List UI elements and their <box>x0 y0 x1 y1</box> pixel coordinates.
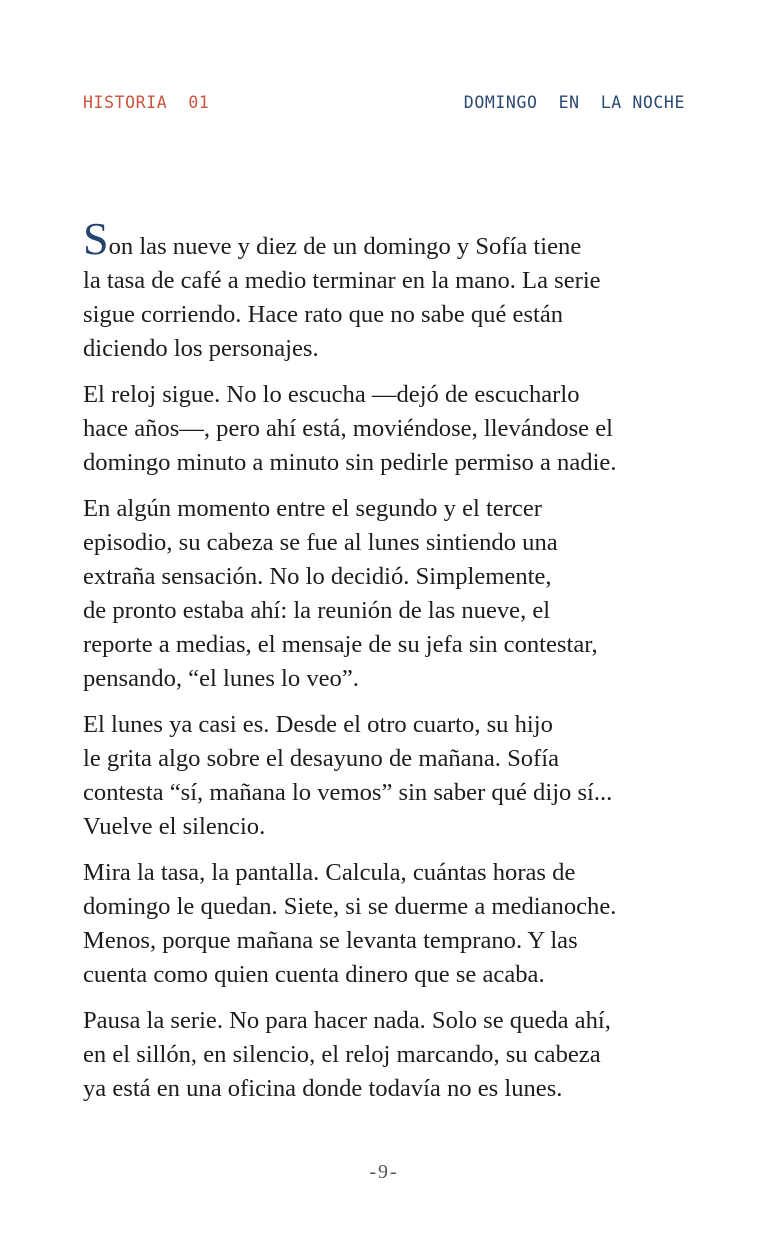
text-line: de pronto estaba ahí: la reunión de las nueve, el <box>83 597 551 624</box>
chapter-title: DOMINGO EN LA NOCHE <box>463 93 685 112</box>
text-line: domingo minuto a minuto sin pedirle permiso a nadie. <box>83 449 617 476</box>
text-line-rest: on las nueve y diez de un domingo y Sofía tiene <box>108 233 582 260</box>
paragraph <box>83 856 689 992</box>
text-line: diciendo los personajes. <box>83 335 319 362</box>
section-label: HISTORIA 01 <box>83 93 210 112</box>
text-line: la tasa de café a medio terminar en la mano. La serie <box>83 267 601 294</box>
text-line: ya está en una oficina donde todavía no es lunes. <box>83 1075 563 1102</box>
text-line: El reloj sigue. No lo escucha —dejó de escucharlo <box>83 381 580 408</box>
text-line: episodio, su cabeza se fue al lunes sintiendo una <box>83 529 558 556</box>
running-header <box>83 93 685 117</box>
text-line: Menos, porque mañana se levanta temprano. Y las <box>83 927 578 954</box>
text-line: sigue corriendo. Hace rato que no sabe qué están <box>83 301 564 328</box>
text-line: Pausa la serie. No para hacer nada. Solo se queda ahí, <box>83 1007 611 1034</box>
paragraph <box>83 708 689 844</box>
text-line: En algún momento entre el segundo y el tercer <box>83 495 542 522</box>
text-line: hace años—, pero ahí está, moviéndose, llevándose el <box>83 415 613 442</box>
text-line: Mira la tasa, la pantalla. Calcula, cuántas horas de <box>83 859 576 886</box>
drop-cap: S <box>83 213 109 264</box>
text-line: reporte a medias, el mensaje de su jefa sin contestar, <box>83 631 598 658</box>
text-line: cuenta como quien cuenta dinero que se acaba. <box>83 961 545 988</box>
paragraph <box>83 378 689 480</box>
paragraph <box>83 213 689 366</box>
text-line <box>83 213 689 264</box>
text-line: en el sillón, en silencio, el reloj marcando, su cabeza <box>83 1041 601 1068</box>
text-line: El lunes ya casi es. Desde el otro cuarto, su hijo <box>83 711 553 738</box>
text-line: pensando, “el lunes lo veo”. <box>83 665 359 692</box>
story-body <box>83 213 689 1118</box>
text-line: contesta “sí, mañana lo vemos” sin saber qué dijo sí... <box>83 779 613 806</box>
text-line: domingo le quedan. Siete, si se duerme a medianoche. <box>83 893 617 920</box>
paragraph <box>83 1004 689 1106</box>
text-line: le grita algo sobre el desayuno de mañana. Sofía <box>83 745 559 772</box>
text-line: Vuelve el silencio. <box>83 813 266 840</box>
text-line: extraña sensación. No lo decidió. Simplemente, <box>83 563 552 590</box>
page-number: -9- <box>369 1161 399 1183</box>
paragraph <box>83 492 689 696</box>
